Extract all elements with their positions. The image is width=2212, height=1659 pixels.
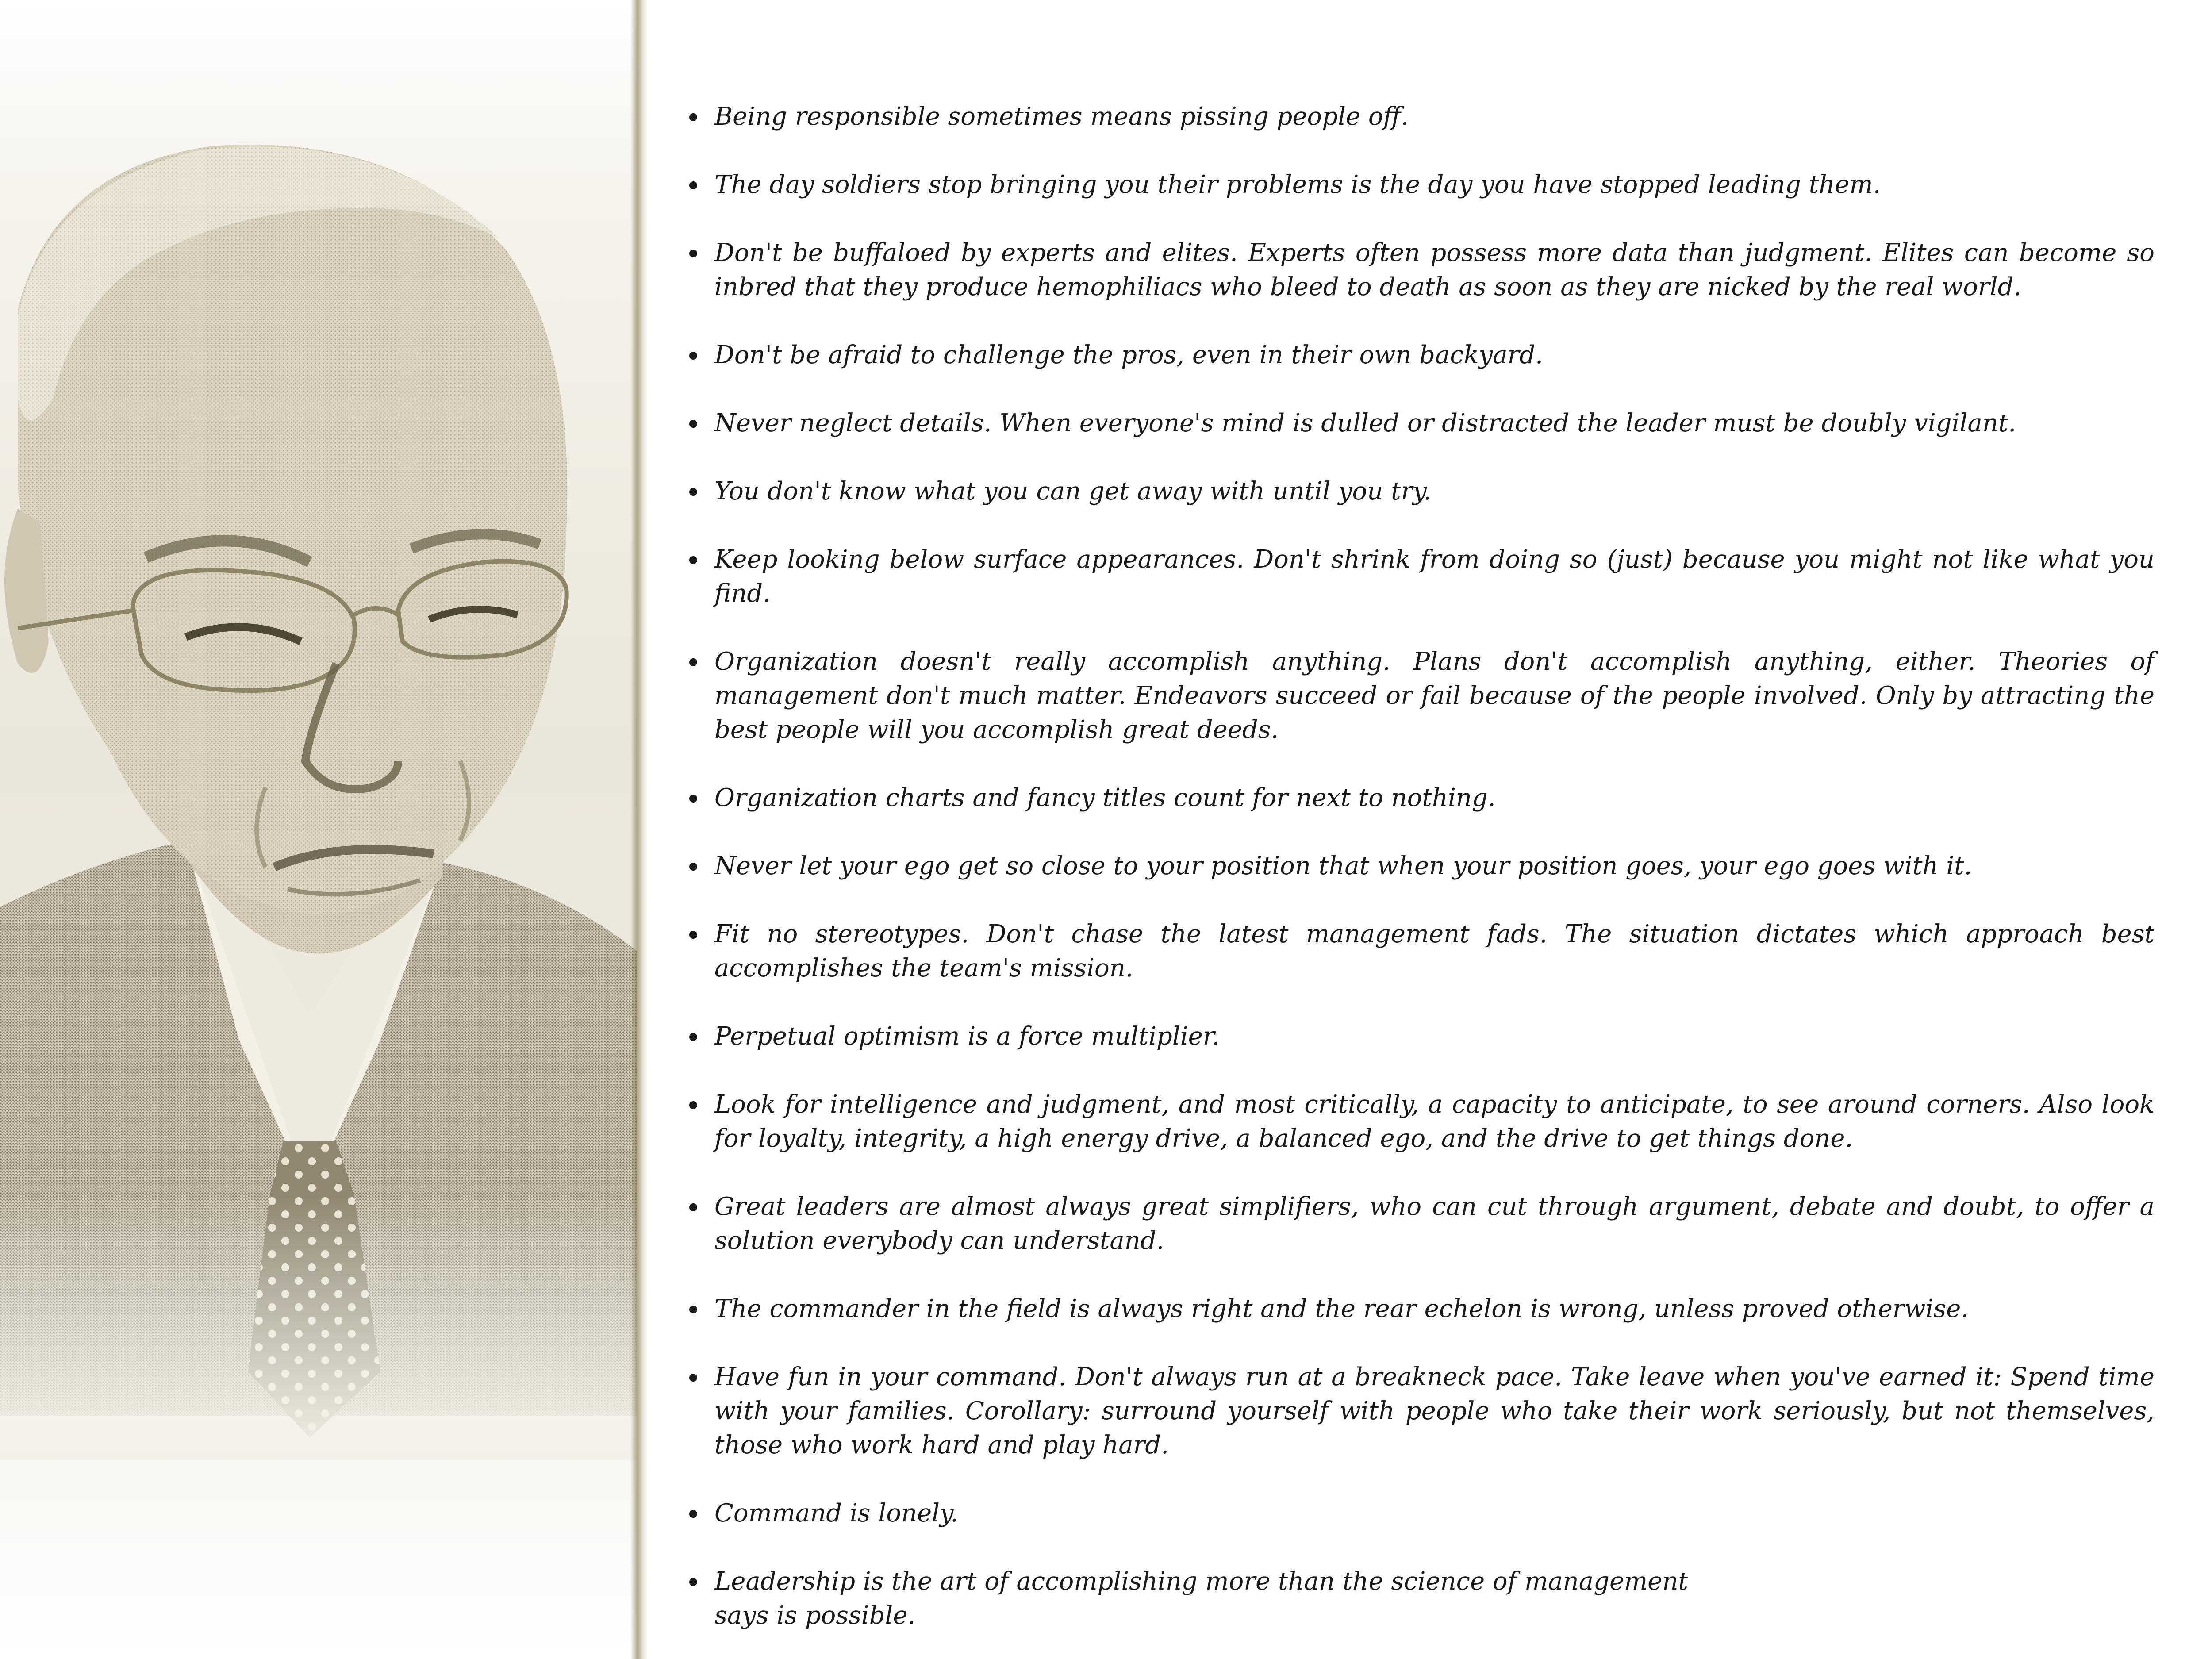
list-item — [681, 1087, 2154, 1156]
quote-text: Organization doesn't really accomplish anything. Plans don't accomplish anything, either. Theories of management don't much matter. Endeavors succeed or fail because of the people involved. Only by attracting the best people will you accomplish great deeds. — [714, 647, 2154, 744]
list-item — [681, 781, 2154, 815]
list-item — [681, 338, 2154, 372]
bullet-icon — [689, 795, 697, 803]
list-item — [681, 168, 2154, 202]
list-item — [681, 849, 2154, 883]
bullet-icon — [689, 1033, 697, 1041]
quote-text: Fit no stereotypes. Don't chase the latest management fads. The situation dictates which approach best accomplishes the team's mission. — [714, 920, 2154, 983]
bullet-icon — [689, 181, 697, 189]
quote-text: You don't know what you can get away with until you try. — [714, 477, 1432, 506]
bullet-icon — [689, 1510, 697, 1518]
quote-text: Don't be afraid to challenge the pros, even in their own backyard. — [714, 341, 1544, 369]
bullet-icon — [689, 352, 697, 360]
quote-text: Being responsible sometimes means pissing people off. — [714, 102, 1409, 131]
bullet-icon — [689, 658, 697, 666]
list-item — [681, 474, 2154, 508]
quote-text: The commander in the field is always right and the rear echelon is wrong, unless proved otherwise. — [714, 1294, 1969, 1323]
list-item — [681, 1019, 2154, 1053]
bullet-icon — [689, 1374, 697, 1382]
list-item — [681, 236, 2154, 304]
bullet-icon — [689, 1578, 697, 1586]
bullet-icon — [689, 1101, 697, 1109]
list-item — [681, 542, 2154, 611]
list-item — [681, 645, 2154, 747]
quote-text: Command is lonely. — [714, 1499, 959, 1528]
list-item — [681, 1190, 2154, 1258]
list-item — [681, 1564, 2154, 1632]
list-item — [681, 1360, 2154, 1462]
quote-text: Organization charts and fancy titles count for next to nothing. — [714, 783, 1496, 812]
quote-text: The day soldiers stop bringing you their problems is the day you have stopped leading them. — [714, 170, 1881, 199]
bullet-icon — [689, 113, 697, 121]
bullet-icon — [689, 488, 697, 496]
bullet-icon — [689, 863, 697, 871]
bullet-icon — [689, 420, 697, 428]
bullet-icon — [689, 931, 697, 939]
panel-divider-shadow — [630, 0, 648, 1659]
list-item — [681, 406, 2154, 440]
quote-text: Leadership is the art of accomplishing more than the science of management says is possible. — [714, 1567, 1688, 1630]
quote-text: Never neglect details. When everyone's mind is dulled or distracted the leader must be doubly vigilant. — [714, 409, 2016, 438]
quote-text: Look for intelligence and judgment, and most critically, a capacity to anticipate, to see around corners. Also look for loyalty, integrity, a high energy drive, a balanced ego, and the drive to get things done. — [714, 1090, 2154, 1153]
quote-text: Have fun in your command. Don't always run at a breakneck pace. Take leave when you've earned it: Spend time with your families. Corollary: surround yourself with people who take their work seriously, but not themselves, those who work hard and play hard. — [714, 1363, 2154, 1459]
list-item — [681, 1496, 2154, 1530]
quote-text: Don't be buffaloed by experts and elites. Experts often possess more data than judgment. Elites can become so inbred that they produce hemophiliacs who bleed to death as soon as they are nicked by the real world. — [714, 238, 2154, 301]
portrait-engraving-icon — [0, 0, 637, 1659]
bullet-icon — [689, 1203, 697, 1211]
bullet-icon — [689, 556, 697, 564]
bullet-icon — [689, 1306, 697, 1313]
quote-text: Perpetual optimism is a force multiplier. — [714, 1022, 1220, 1051]
quote-text: Great leaders are almost always great simplifiers, who can cut through argument, debate and doubt, to offer a solution everybody can understand. — [714, 1192, 2154, 1255]
bullet-icon — [689, 250, 697, 257]
portrait-panel — [0, 0, 637, 1659]
list-item — [681, 100, 2154, 134]
quote-text: Keep looking below surface appearances. Don't shrink from doing so (just) because you might not like what you find. — [714, 545, 2154, 608]
list-item — [681, 917, 2154, 985]
list-item — [681, 1292, 2154, 1326]
quote-text: Never let your ego get so close to your position that when your position goes, your ego goes with it. — [714, 852, 1972, 880]
quote-list — [681, 100, 2154, 1659]
